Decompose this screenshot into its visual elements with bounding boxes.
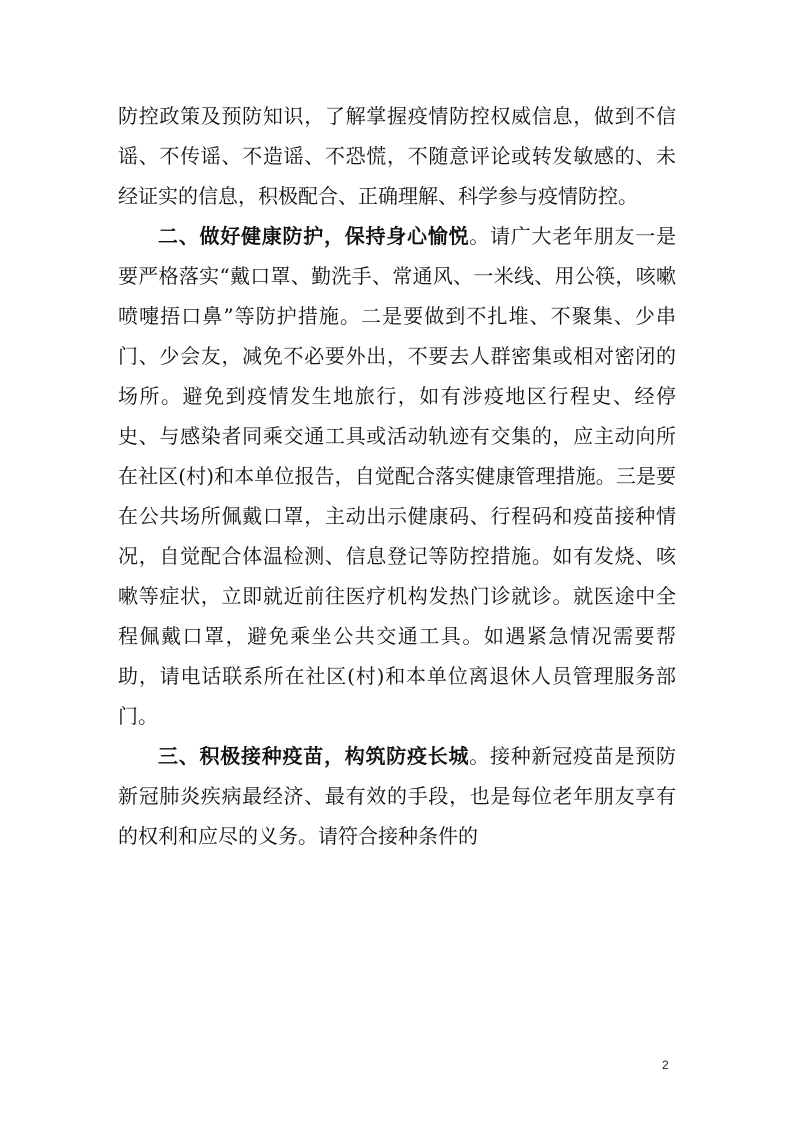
document-body [118,96,676,856]
page-number: 2 [662,1058,669,1072]
paragraph-health-protection [118,216,676,736]
paragraph-text: 。接种新冠疫苗是预防新冠肺炎疾病最经济、最有效的手段，也是每位老年朋友享有的权利和应尽的义务。请符合接种条件的 [118,744,676,848]
paragraph-text: 。请广大老年朋友一是要严格落实“戴口罩、勤洗手、常通风、一米线、用公筷，咳嗽喷嚏捂口鼻”等防护措施。二是要做到不扎堆、不聚集、少串门、少会友，减免不必要外出，不要去人群密集或相对密闭的场所。避免到疫情发生地旅行，如有涉疫地区行程史、经停史、与感染者同乘交通工具或活动轨迹有交集的，应主动向所在社区(村)和本单位报告，自觉配合落实健康管理措施。三是要在公共场所佩戴口罩，主动出示健康码、行程码和疫苗接种情况，自觉配合体温检测、信息登记等防控措施。如有发烧、咳嗽等症状，立即就近前往医疗机构发热门诊就诊。就医途中全程佩戴口罩，避免乘坐公共交通工具。如遇紧急情况需要帮助，请电话联系所在社区(村)和本单位离退休人员管理服务部门。 [118,224,676,728]
section-heading: 三、积极接种疫苗，构筑防疫长城 [158,744,470,768]
paragraph-continuation [118,96,676,216]
paragraph-vaccination [118,736,676,856]
paragraph-text: 防控政策及预防知识，了解掌握疫情防控权威信息，做到不信谣、不传谣、不造谣、不恐慌，不随意评论或转发敏感的、未经证实的信息，积极配合、正确理解、科学参与疫情防控。 [118,104,676,208]
section-heading: 二、做好健康防护，保持身心愉悦 [158,224,470,248]
